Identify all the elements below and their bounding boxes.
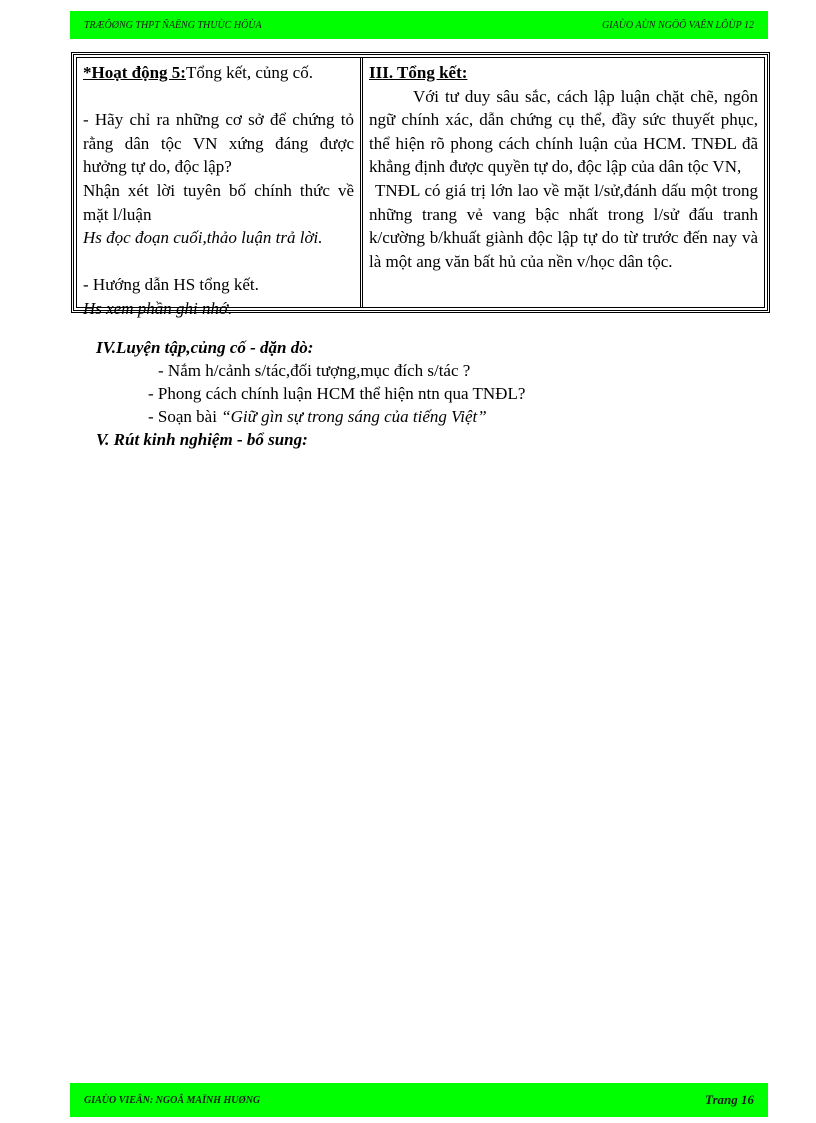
content-column (363, 58, 764, 307)
content-paragraph-1: Với tư duy sâu sắc, cách lập luận chặt chẽ, ngôn ngữ chính xác, dẫn chứng cụ thể, đầy sức thuyết phục, thể hiện rõ phong cách chính luận của HCM. TNĐL đã khẳng định được quyền tự do, độc lập của dân tộc VN, (369, 86, 758, 177)
footer-band (70, 1083, 768, 1117)
practice-item: - Soạn bài “Giữ gìn sự trong sáng của tiếng Việt” (148, 407, 487, 426)
content-title: III. Tổng kết: (369, 63, 468, 82)
teacher-name: GIAÙO VIEÂN: NGOÂ MAÏNH HUØNG (84, 1094, 261, 1106)
practice-item: - Phong cách chính luận HCM thể hiện ntn qua TNĐL? (148, 384, 526, 403)
practice-section (96, 336, 525, 451)
activity-guide: - Hướng dẫn HS tổng kết. (83, 275, 259, 295)
content-paragraph-2: TNĐL có giá trị lớn lao về mặt l/sử,đánh dấu một trong những trang vẻ vang bậc nhất trong l/sử đấu tranh k/cường b/khuất giành độc lập tự do từ trước đến nay và là một ang văn bất hủ của nền v/học dân tộc. (369, 180, 758, 271)
activity-title: *Hoạt động 5:Tổng kết, củng cố. (83, 63, 313, 82)
activity-remark: Nhận xét lời tuyên bố chính thức về mặt l/luận (83, 180, 354, 224)
activity-student-task-1: Hs đọc đoạn cuối,thảo luận trả lời. (83, 228, 323, 248)
lesson-table (71, 52, 770, 318)
section-v-title: V. Rút kinh nghiệm - bổ sung: (96, 430, 308, 449)
activity-question: - Hãy chỉ ra những cơ sở để chứng tỏ rằng dân tộc VN xứng đáng được hưởng tự do, độc lập? (83, 110, 354, 177)
school-name: TRÆÔØNG THPT ÑAËNG THUÙC HÖÙA (84, 19, 262, 31)
section-iv-title: IV.Luyện tập,củng cố - dặn dò: (96, 338, 314, 357)
practice-item: - Nắm h/cảnh s/tác,đối tượng,mục đích s/tác ? (158, 361, 471, 380)
activity-column (77, 58, 363, 318)
page-number: Trang 16 (705, 1092, 754, 1107)
header-band (70, 11, 768, 39)
activity-student-task-2: Hs xem phần ghi nhớ. (83, 298, 233, 318)
subject-name: GIAÙO AÙN NGÖÕ VAÊN LÔÙP 12 (602, 19, 754, 31)
